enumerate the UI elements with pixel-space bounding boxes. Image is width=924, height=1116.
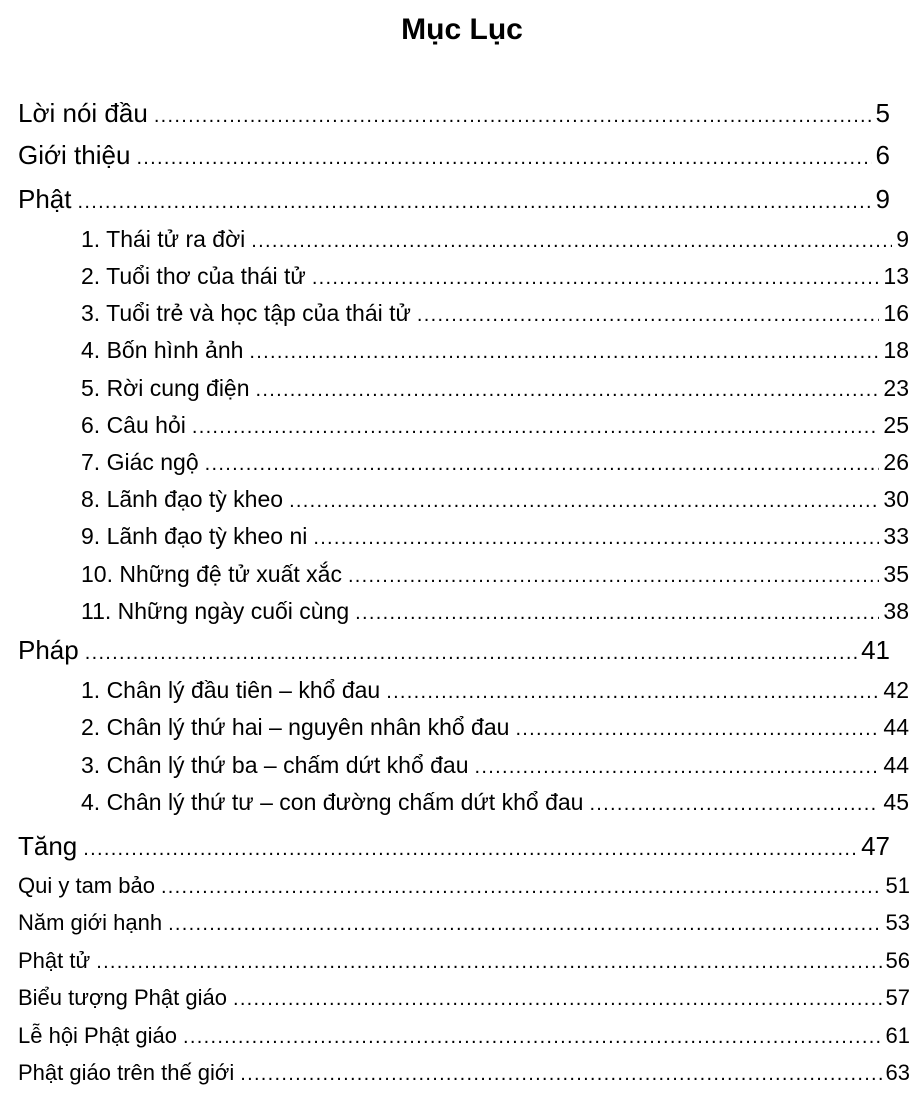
page-number: 26	[883, 449, 909, 475]
toc-entry-phat-1[interactable]	[81, 224, 909, 254]
toc-entry-phat-4[interactable]	[81, 335, 909, 365]
dot-leader	[589, 789, 879, 817]
toc-entry-phap-4[interactable]	[81, 787, 909, 817]
page-number: 16	[883, 300, 909, 326]
toc-entry-tang[interactable]	[18, 829, 890, 863]
page-number: 30	[883, 486, 909, 512]
dot-leader	[475, 752, 880, 780]
toc-entry-phap-1[interactable]	[81, 675, 909, 705]
entry-title: 2. Tuổi thơ của thái tử	[81, 263, 306, 289]
page-number: 42	[883, 677, 909, 703]
dot-leader	[249, 337, 879, 365]
entry-title: 2. Chân lý thứ hai – nguyên nhân khổ đau	[81, 714, 510, 740]
page-number: 6	[875, 140, 890, 170]
dot-leader	[417, 300, 879, 328]
entry-title: Phật tử	[18, 948, 91, 973]
entry-title: Tăng	[18, 831, 78, 861]
page-number: 13	[883, 263, 909, 289]
page-number: 35	[883, 561, 909, 587]
dot-leader	[136, 141, 871, 172]
page-number: 47	[861, 831, 890, 861]
page-number: 5	[875, 98, 890, 128]
entry-title: 6. Câu hỏi	[81, 412, 186, 438]
entry-title: Phật	[18, 184, 72, 214]
entry-title: 9. Lãnh đạo tỳ kheo ni	[81, 523, 308, 549]
page-number: 23	[883, 375, 909, 401]
dot-leader	[83, 832, 857, 863]
toc-entry-qui-y-tam-bao[interactable]	[18, 871, 910, 901]
page-number: 45	[883, 789, 909, 815]
page-number: 44	[883, 714, 909, 740]
page-number: 57	[885, 985, 910, 1010]
page-number: 44	[883, 752, 909, 778]
entry-title: 3. Chân lý thứ ba – chấm dứt khổ đau	[81, 752, 469, 778]
dot-leader	[183, 1022, 881, 1051]
entry-title: 3. Tuổi trẻ và học tập của thái tử	[81, 300, 411, 326]
dot-leader	[515, 714, 879, 742]
page-number: 61	[885, 1023, 910, 1048]
dot-leader	[256, 375, 880, 403]
toc-entry-phap[interactable]	[18, 633, 890, 667]
entry-title: Lễ hội Phật giáo	[18, 1023, 178, 1048]
entry-title: 7. Giác ngộ	[81, 449, 199, 475]
dot-leader	[355, 598, 879, 626]
toc-entry-nam-gioi-hanh[interactable]	[18, 908, 910, 938]
dot-leader	[289, 486, 879, 514]
page-number: 51	[885, 873, 910, 898]
toc-entry-phat-7[interactable]	[81, 447, 909, 477]
page-number: 18	[883, 337, 909, 363]
toc-entry-gioi-thieu[interactable]	[18, 138, 890, 172]
entry-title: 1. Chân lý đầu tiên – khổ đau	[81, 677, 381, 703]
dot-leader	[205, 449, 880, 477]
toc-entry-bieu-tuong[interactable]	[18, 983, 910, 1013]
toc-entry-phat-10[interactable]	[81, 559, 909, 589]
toc-entry-phat-8[interactable]	[81, 484, 909, 514]
dot-leader	[78, 185, 872, 216]
entry-title: 4. Chân lý thứ tư – con đường chấm dứt khổ đau	[81, 789, 584, 815]
toc-entry-phap-3[interactable]	[81, 750, 909, 780]
page-number: 38	[883, 598, 909, 624]
entry-title: Pháp	[18, 635, 79, 665]
dot-leader	[386, 677, 879, 705]
toc-entry-le-hoi[interactable]	[18, 1021, 910, 1051]
page-number: 56	[885, 948, 910, 973]
dot-leader	[161, 872, 882, 901]
toc-entry-tren-the-gioi[interactable]	[18, 1058, 910, 1088]
page-number: 53	[885, 910, 910, 935]
toc-entry-phat[interactable]	[18, 182, 890, 216]
dot-leader	[251, 226, 892, 254]
entry-title: Năm giới hạnh	[18, 910, 163, 935]
entry-title: Giới thiệu	[18, 140, 131, 170]
entry-title: Phật giáo trên thế giới	[18, 1060, 235, 1085]
entry-title: 10. Những đệ tử xuất xắc	[81, 561, 342, 587]
toc-entry-phat-5[interactable]	[81, 373, 909, 403]
dot-leader	[233, 984, 882, 1013]
dot-leader	[312, 263, 880, 291]
entry-title: Biểu tượng Phật giáo	[18, 985, 227, 1010]
toc-entry-phat-6[interactable]	[81, 410, 909, 440]
dot-leader	[96, 947, 881, 976]
entry-title: 11. Những ngày cuối cùng	[81, 598, 350, 624]
page-number: 9	[875, 184, 890, 214]
page-number: 9	[896, 226, 909, 252]
dot-leader	[240, 1059, 881, 1088]
page-number: 41	[861, 635, 890, 665]
toc-entry-phat-2[interactable]	[81, 261, 909, 291]
entry-title: Lời nói đầu	[18, 98, 148, 128]
page-number: 25	[883, 412, 909, 438]
toc-entry-phat-tu[interactable]	[18, 946, 910, 976]
entry-title: 5. Rời cung điện	[81, 375, 250, 401]
entry-title: Qui y tam bảo	[18, 873, 155, 898]
dot-leader	[313, 523, 879, 551]
page-number: 33	[883, 523, 909, 549]
page-number: 63	[885, 1060, 910, 1085]
toc-entry-phat-9[interactable]	[81, 521, 909, 551]
entry-title: 4. Bốn hình ảnh	[81, 337, 244, 363]
dot-leader	[192, 412, 880, 440]
entry-title: 8. Lãnh đạo tỳ kheo	[81, 486, 284, 512]
page-title: Mục Lục	[401, 13, 523, 46]
toc-entry-phat-3[interactable]	[81, 298, 909, 328]
dot-leader	[154, 99, 872, 130]
entry-title: 1. Thái tử ra đời	[81, 226, 246, 252]
toc-entry-phat-11[interactable]	[81, 596, 909, 626]
dot-leader	[348, 561, 879, 589]
dot-leader	[85, 636, 857, 667]
toc-entry-phap-2[interactable]	[81, 712, 909, 742]
dot-leader	[168, 909, 881, 938]
toc-entry-loi-noi-dau[interactable]	[18, 96, 890, 130]
